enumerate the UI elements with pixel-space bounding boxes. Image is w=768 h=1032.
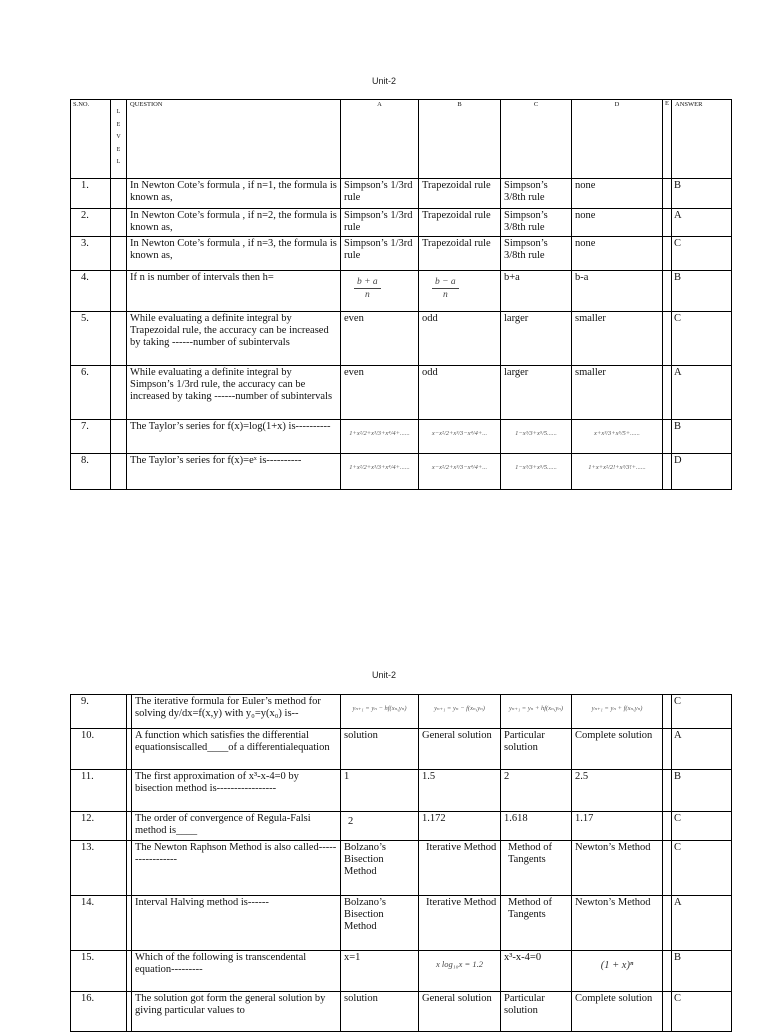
answer-value: C [672,312,732,366]
table-row [71,312,732,366]
option-c: Particular solution [501,992,572,1032]
option-d: 2.5 [572,770,663,812]
option-b: x−x²/2+x³/3−x⁴/4+... [419,454,501,490]
row-number: 5. [71,312,111,366]
row-number: 9. [71,695,127,729]
row-number: 11. [71,770,127,812]
option-b: Iterative Method [419,841,501,896]
option-d: none [572,179,663,209]
answer-value: C [672,695,732,729]
question-text: The Taylor’s series for f(x)=eˣ is---------- [127,454,341,490]
answer-value: A [672,729,732,770]
option-a: Simpson’s 1/3rd rule [341,237,419,271]
option-c: Simpson’s 3/8th rule [501,209,572,237]
row-number: 14. [71,896,127,951]
row-number: 6. [71,366,111,420]
option-b: Trapezoidal rule [419,179,501,209]
option-d: Complete solution [572,729,663,770]
option-a: solution [341,729,419,770]
question-text: A function which satisfies the differential equationsiscalled____of a differentialequation [132,729,341,770]
table-row [71,695,732,729]
unit-title-page-2: Unit-2 [371,670,396,680]
table-row [71,237,732,271]
level-letter: L [116,159,121,165]
answer-value: D [672,454,732,490]
table-row [71,271,732,312]
question-text: In Newton Cote’s formula , if n=3, the formula is known as, [127,237,341,271]
option-d: none [572,237,663,271]
option-c: 1−x³/3+x⁵/5...... [501,454,572,490]
header-sno: S.NO. [71,100,111,179]
option-a: $\frac{b + a}{n}$ [341,271,419,312]
option-a: Bolzano’s Bisection Method [341,841,419,896]
question-text: Which of the following is transcendental equation--------- [132,951,341,992]
answer-value: C [672,841,732,896]
option-d: 1+x+x²/2!+x³/3!+...... [572,454,663,490]
option-c: Simpson’s 3/8th rule [501,179,572,209]
answer-value: C [672,992,732,1032]
header-e: E [663,100,672,179]
question-text: While evaluating a definite integral by Simpson’s 1/3rd rule, the accuracy can be increased by taking ------number of subintervals [127,366,341,420]
answer-value: A [672,209,732,237]
option-c: 1−x³/3+x⁵/5...... [501,420,572,454]
option-a: Bolzano’s Bisection Method [341,896,419,951]
level-letter: L [116,109,121,115]
option-c: Method of Tangents [501,841,572,896]
question-table-page-2 [70,694,732,1032]
option-b: odd [419,312,501,366]
row-number: 10. [71,729,127,770]
option-d: yₙ₊₁ = yₙ + f(xₙ,yₙ) [572,695,663,729]
option-d: (1 + x)ⁿ [572,951,663,992]
option-b: General solution [419,729,501,770]
option-a: Simpson’s 1/3rd rule [341,179,419,209]
option-b: $\frac{b - a}{n}$ [419,271,501,312]
option-c: Method of Tangents [501,896,572,951]
header-b: B [419,100,501,179]
table-row [71,992,732,1032]
table-header-row [71,100,732,179]
option-b: 1.5 [419,770,501,812]
option-c: Particular solution [501,729,572,770]
answer-value: B [672,770,732,812]
option-b: x log₁₀x = 1.2 [419,951,501,992]
table-row [71,366,732,420]
option-b: odd [419,366,501,420]
row-number: 13. [71,841,127,896]
header-a: A [341,100,419,179]
header-answer: ANSWER [672,100,732,179]
question-text: The solution got form the general solution by giving particular values to [132,992,341,1032]
level-letter: V [116,134,121,140]
answer-value: A [672,896,732,951]
question-text: The Taylor’s series for f(x)=log(1+x) is---------- [127,420,341,454]
option-b: yₙ₊₁ = yₙ − f(xₙ,yₙ) [419,695,501,729]
option-c: x³-x-4=0 [501,951,572,992]
option-d: 1.17 [572,812,663,841]
option-a: solution [341,992,419,1032]
option-a: even [341,366,419,420]
answer-value: B [672,271,732,312]
question-table-page-1 [70,99,732,490]
option-b: Iterative Method [419,896,501,951]
option-a: Simpson’s 1/3rd rule [341,209,419,237]
option-c: larger [501,366,572,420]
option-d: b-a [572,271,663,312]
answer-value: B [672,951,732,992]
question-text: Interval Halving method is------ [132,896,341,951]
table-row [71,841,732,896]
option-a: x=1 [341,951,419,992]
question-text: The order of convergence of Regula-Falsi method is____ [132,812,341,841]
question-text: In Newton Cote’s formula , if n=2, the formula is known as, [127,209,341,237]
row-number: 8. [71,454,111,490]
question-text: The Newton Raphson Method is also called----------------- [132,841,341,896]
question-text: The first approximation of x³-x-4=0 by bisection method is----------------- [132,770,341,812]
table-row [71,729,732,770]
level-letter: E [116,146,121,153]
row-number: 4. [71,271,111,312]
option-d: x+x³/3+x⁵/5+...... [572,420,663,454]
table-row [71,179,732,209]
level-letter: E [116,121,121,128]
answer-value: B [672,179,732,209]
row-number: 12. [71,812,127,841]
option-b: General solution [419,992,501,1032]
option-a: 1 [341,770,419,812]
option-c: b+a [501,271,572,312]
table-row [71,454,732,490]
option-d: none [572,209,663,237]
row-number: 2. [71,209,111,237]
table-row [71,951,732,992]
header-c: C [501,100,572,179]
answer-value: A [672,366,732,420]
option-d: Newton’s Method [572,896,663,951]
option-c: 1.618 [501,812,572,841]
option-a: 2 [341,812,419,841]
answer-value: C [672,237,732,271]
row-number: 3. [71,237,111,271]
table-row [71,896,732,951]
unit-title-page-1: Unit-2 [371,76,396,86]
answer-value: B [672,420,732,454]
table-row [71,770,732,812]
option-d: smaller [572,312,663,366]
header-d: D [572,100,663,179]
option-c: larger [501,312,572,366]
table-row [71,209,732,237]
option-a: 1+x²/2+x³/3+x⁴/4+...... [341,454,419,490]
option-b: Trapezoidal rule [419,209,501,237]
question-text: If n is number of intervals then h= [127,271,341,312]
option-b: Trapezoidal rule [419,237,501,271]
question-text: While evaluating a definite integral by Trapezoidal rule, the accuracy can be increased by taking ------number of subintervals [127,312,341,366]
question-text: The iterative formula for Euler’s method for solving dy/dx=f(x,y) with y₀=y(x₀) is-- [132,695,341,729]
row-number: 7. [71,420,111,454]
row-number: 15. [71,951,127,992]
option-c: Simpson’s 3/8th rule [501,237,572,271]
answer-value: C [672,812,732,841]
option-d: Complete solution [572,992,663,1032]
header-level [111,100,127,179]
table-row [71,420,732,454]
option-b: 1.172 [419,812,501,841]
option-a: yₙ₊₁ = yₙ − hf(xₙ,yₙ) [341,695,419,729]
option-d: smaller [572,366,663,420]
row-number: 16. [71,992,127,1032]
row-number: 1. [71,179,111,209]
header-question: QUESTION [127,100,341,179]
option-a: even [341,312,419,366]
question-text: In Newton Cote’s formula , if n=1, the formula is known as, [127,179,341,209]
option-c: 2 [501,770,572,812]
option-d: Newton’s Method [572,841,663,896]
option-a: 1+x²/2+x³/3+x⁴/4+...... [341,420,419,454]
option-c: yₙ₊₁ = yₙ + hf(xₙ,yₙ) [501,695,572,729]
table-row [71,812,732,841]
option-b: x−x²/2+x³/3−x⁴/4+... [419,420,501,454]
